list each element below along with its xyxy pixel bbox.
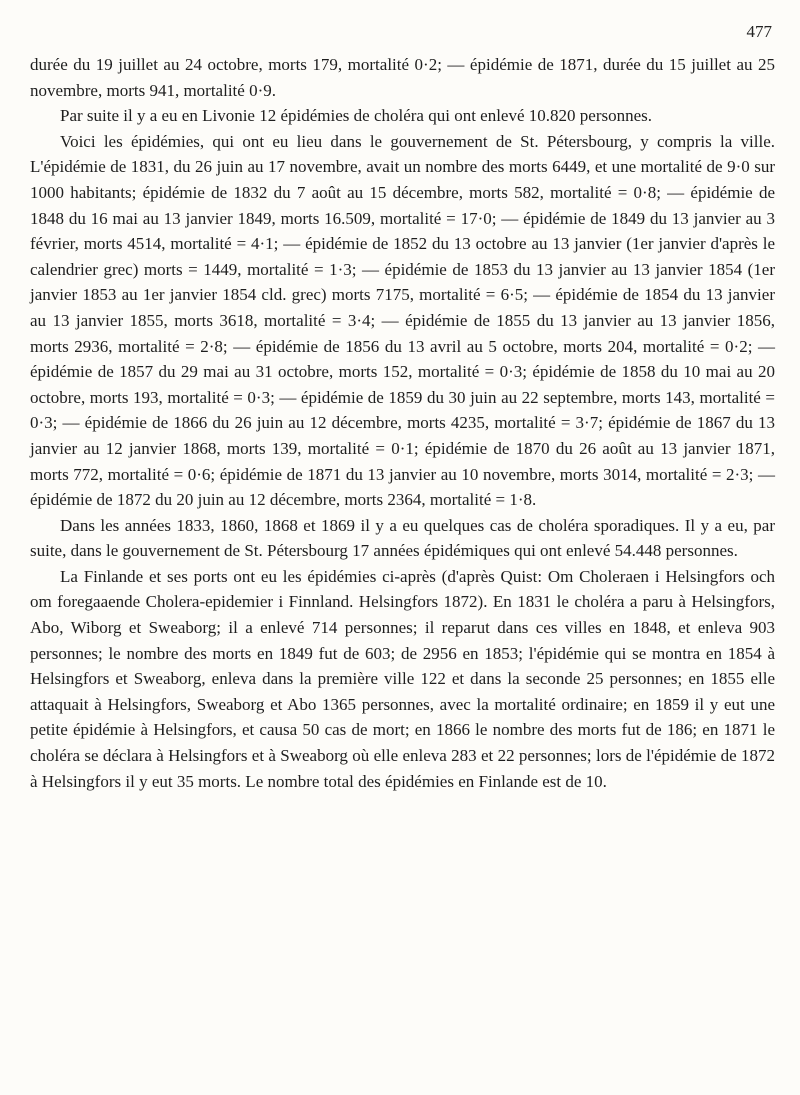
paragraph-livonia-summary: Par suite il y a eu en Livonie 12 épidémies de choléra qui ont enlevé 10.820 personnes. (60, 106, 653, 126)
paragraph-st-petersburg-epidemics: Voici les épidémies, qui ont eu lieu dans le gouvernement de St. Pétersbourg, y compris la ville. L'épidémie de 1831, du 26 juin au 17 novembre, avait un nombre des morts 6449, et une mortalité de 9·0 sur 1000 habitants; épidémie de 1832 du 7 août au 15 décembre, morts 582, mortalité = 0·8; — épidémie de 1848 du 16 mai au 13 janvier 1849, morts 16.509, mortalité = 17·0; — épidémie de 1849 du 13 janvier au 3 février, morts 4514, mortalité = 4·1; — épidémie de 1852 du 13 octobre au 13 janvier (1er janvier d'après le calendrier grec) morts = 1449, mortalité = 1·3; — épidémie de 1853 du 13 janvier au 13 janvier 1854 (1er janvier 1853 au 1er janvier 1854 cld. grec) morts 7175, mortalité = 6·5; — épidémie de 1854 du 13 janvier au 13 janvier 1855, morts 3618, mortalité = 3·4; — épidémie de 1855 du 13 janvier au 13 janvier 1856, morts 2936, mortalité = 2·8; — épidémie de 1856 du 13 avril au 5 octobre, morts 204, mortalité = 0·2; — épidémie de 1857 du 29 mai au 31 octobre, morts 152, mortalité = 0·3; épidémie de 1858 du 10 mai au 20 octobre, morts 193, mortalité = 0·3; — épidémie de 1859 du 30 juin au 22 septembre, morts 143, mortalité = 0·3; — épidémie de 1866 du 26 juin au 12 décembre, morts 4235, mortalité = 3·7; épidémie de 1867 du 13 janvier au 12 janvier 1868, morts 139, mortalité = 0·1; épidémie de 1870 du 26 août au 13 janvier 1871, morts 772, mortalité = 0·6; épidémie de 1871 du 13 janvier au 10 novembre, morts 3014, mortalité = 2·3; — épidémie de 1872 du 20 juin au 12 décembre, morts 2364, mortalité = 1·8. (30, 131, 775, 510)
paragraph-st-petersburg-summary: Dans les années 1833, 1860, 1868 et 1869 il y a eu quelques cas de choléra sporadiques. Il y a eu, par suite, dans le gouvernement de St. Pétersbourg 17 années épidémiques qui ont enlevé 54.448 personnes. (30, 515, 775, 561)
body-text (30, 52, 775, 794)
paragraph-finland-epidemics: La Finlande et ses ports ont eu les épidémies ci-après (d'après Quist: Om Choleraen i Helsingfors och om foregaaende Cholera-epidemier i Finnland. Helsingfors 1872). En 1831 le choléra a paru à Helsingfors, Abo, Wiborg et Sweaborg; il a enlevé 714 personnes; il reparut dans ces villes en 1848, et enleva 903 personnes; le nombre des morts en 1849 fut de 603; de 2956 en 1853; l'épidémie qui se montra en 1854 à Helsingfors et Sweaborg, enleva dans la première ville 122 et dans la seconde 25 personnes; en 1855 elle attaquait à Helsingfors, Sweaborg et Abo 1365 personnes, avec la mortalité ordinaire; en 1859 il y eut une petite épidémie à Helsingfors, et causa 50 cas de mort; en 1866 le nombre des morts fut de 186; en 1871 le choléra se déclara à Helsingfors et à Sweaborg où elle enleva 283 et 22 personnes; lors de l'épidémie de 1872 à Helsingfors il y eut 35 morts. Le nombre total des épidémies en Finlande est de 10. (30, 566, 775, 791)
page-number: 477 (746, 22, 772, 41)
paragraph-livonia-continuation: durée du 19 juillet au 24 octobre, morts 179, mortalité 0·2; — épidémie de 1871, durée du 15 juillet au 25 novembre, morts 941, mortalité 0·9. (30, 55, 775, 100)
